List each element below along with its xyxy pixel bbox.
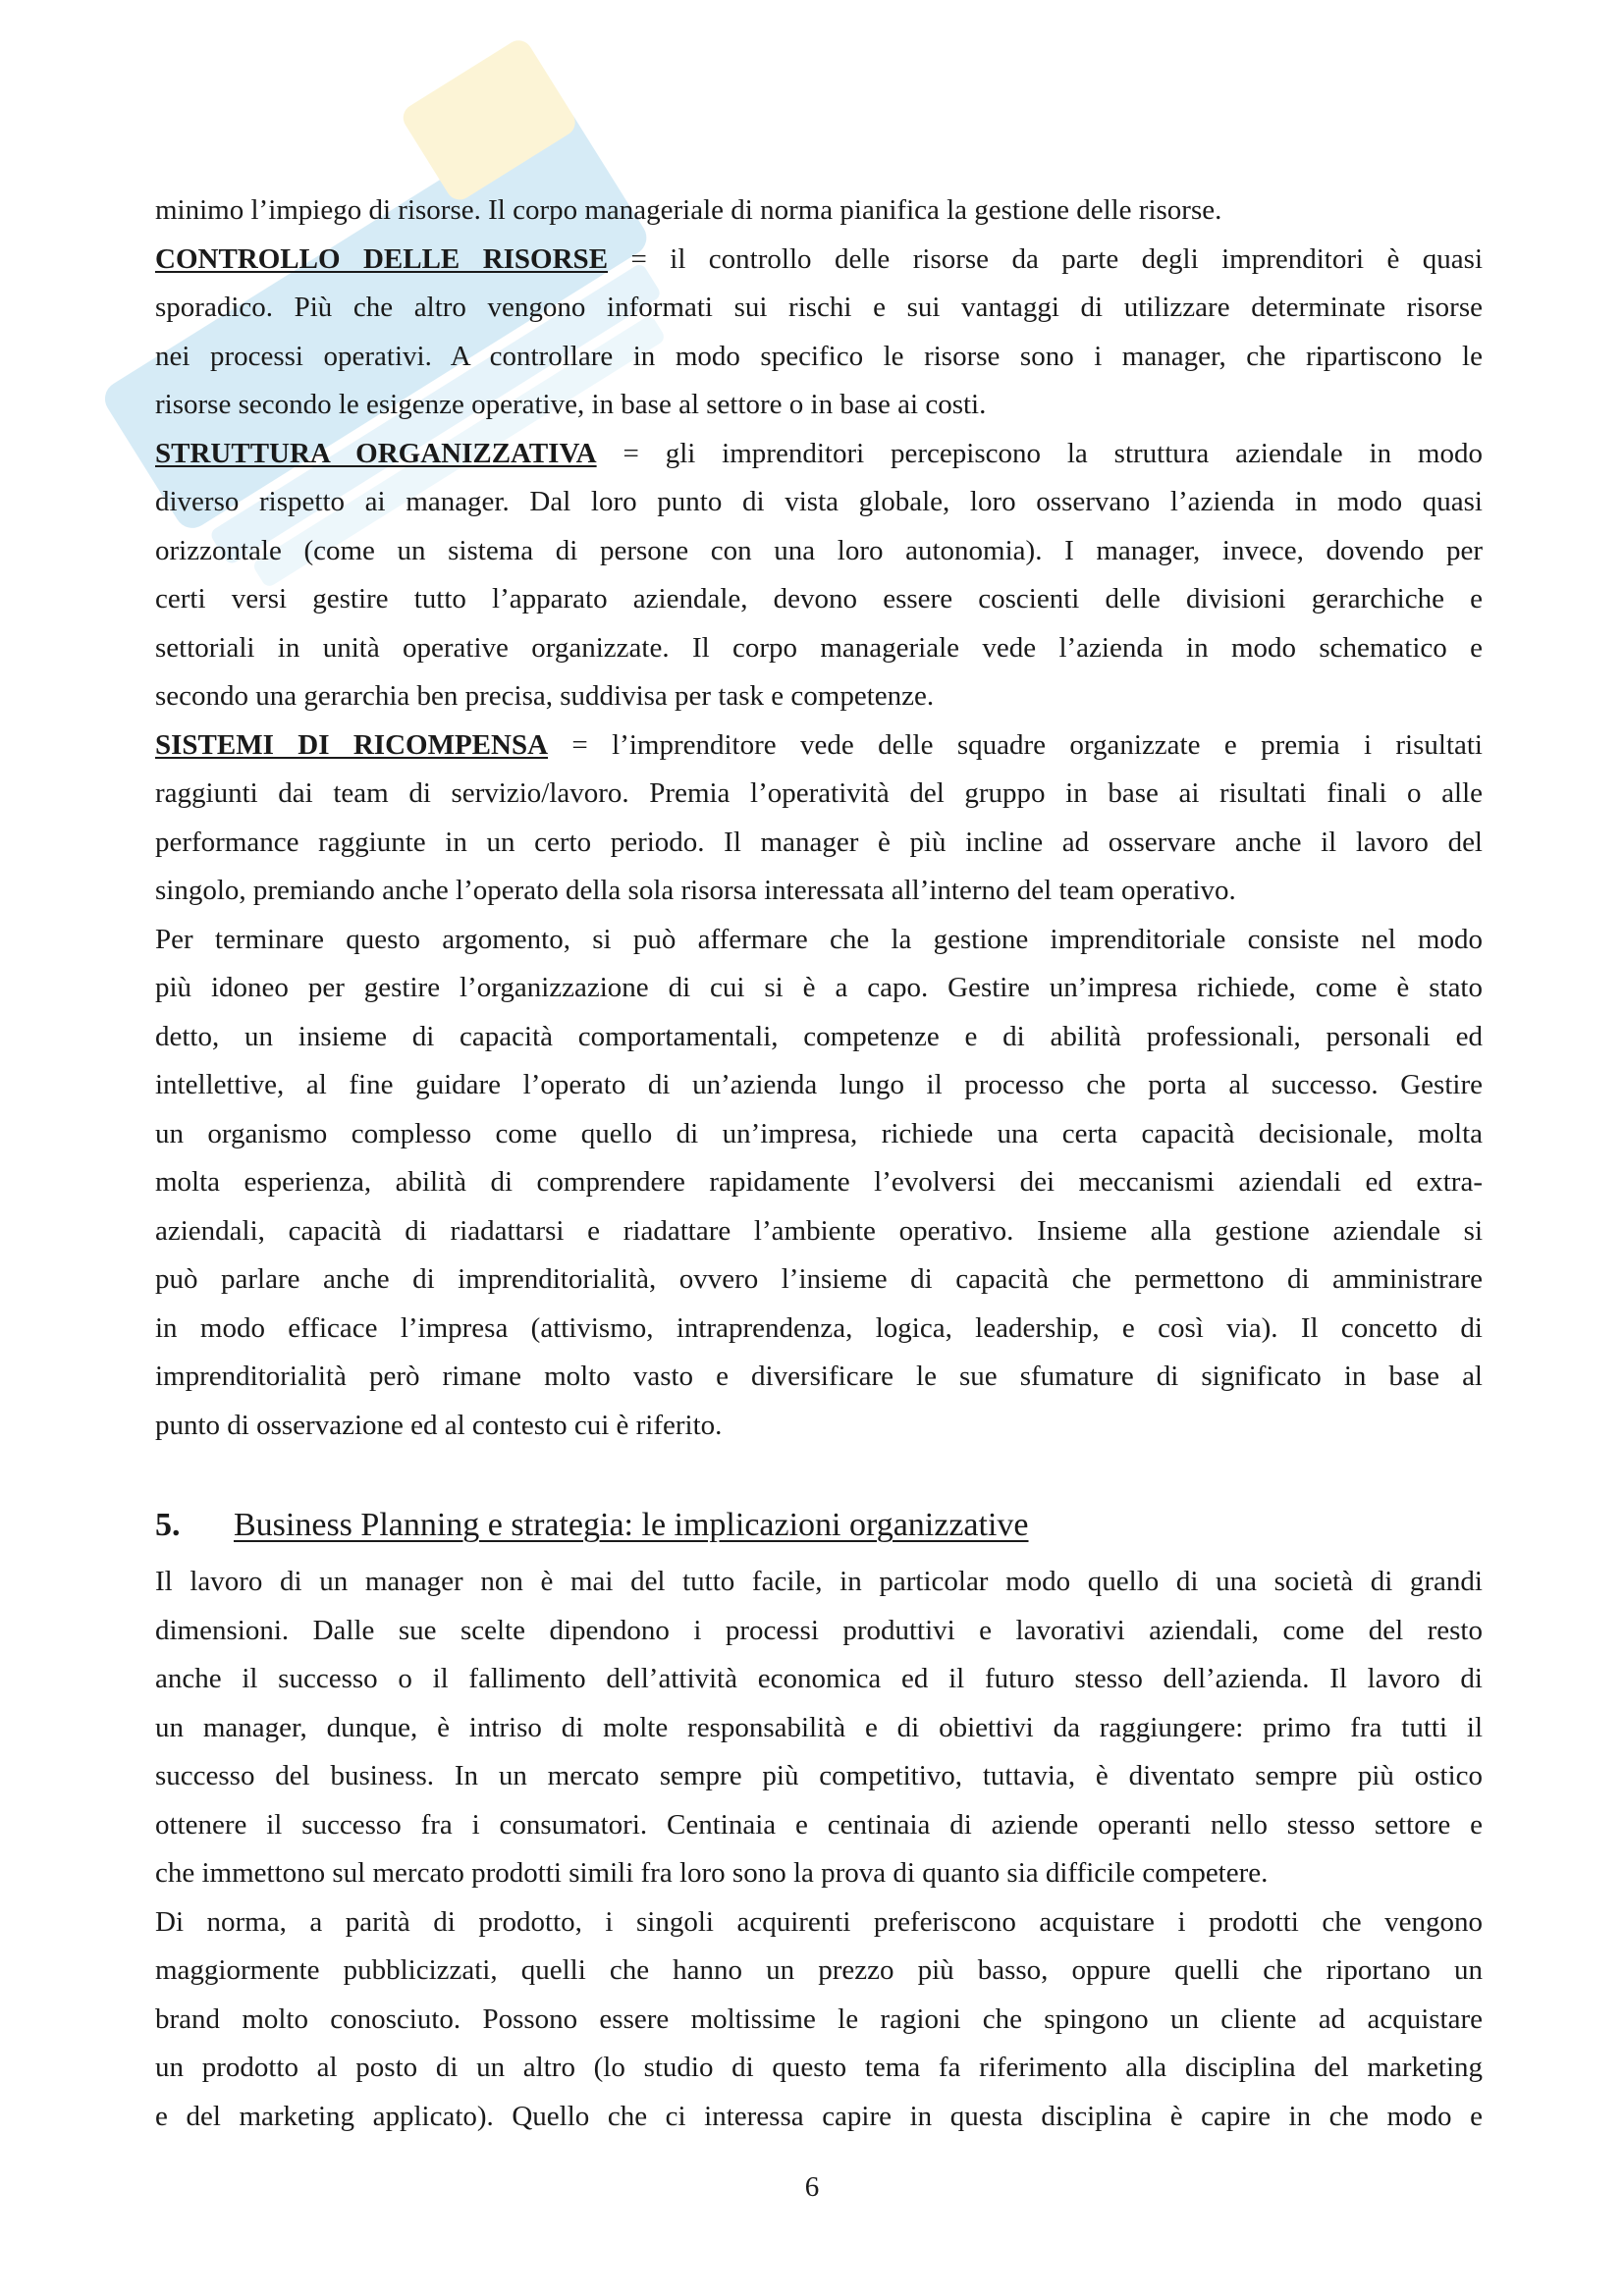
text-line [155, 2044, 1483, 2093]
line-text: = l’imprenditore vede delle squadre organizzate e premia i risultati [548, 728, 1483, 761]
text-line [155, 430, 1483, 479]
line-text: sporadico. Più che altro vengono informati sui rischi e sui vantaggi di utilizzare determinate risorse [155, 292, 1483, 323]
body-text-bottom [155, 1558, 1483, 2141]
term-label: SISTEMI DI RICOMPENSA [155, 728, 549, 761]
line-text: intellettive, al fine guidare l’operato di un’azienda lungo il processo che porta al successo. Gestire [155, 1069, 1483, 1100]
text-line [155, 1353, 1483, 1402]
section-number: 5. [155, 1507, 181, 1543]
text-line [155, 187, 1483, 236]
text-line [155, 1158, 1483, 1207]
text-line [155, 964, 1483, 1013]
section-title: Business Planning e strategia: le implicazioni organizzative [234, 1507, 1029, 1543]
line-text: imprenditorialità però rimane molto vasto e diversificare le sue sfumature di significato in base al [155, 1361, 1483, 1392]
text-line [155, 721, 1483, 771]
line-text: maggiormente pubblicizzati, quelli che hanno un prezzo più basso, oppure quelli che riportano un [155, 1954, 1483, 1986]
text-line [155, 916, 1483, 965]
text-line [155, 1061, 1483, 1110]
line-text: in modo efficace l’impresa (attivismo, intraprendenza, logica, leadership, e così via). Il concetto di [155, 1311, 1483, 1344]
line-text: anche il successo o il fallimento dell’attività economica ed il futuro stesso dell’azienda. Il lavoro di [155, 1663, 1483, 1694]
line-text: un prodotto al posto di un altro (lo studio di questo tema fa riferimento alla disciplina del marketing [155, 2052, 1483, 2083]
term-label: STRUTTURA ORGANIZZATIVA [155, 437, 597, 469]
text-line [155, 1305, 1483, 1354]
text-line [155, 2093, 1483, 2142]
line-text: brand molto conosciuto. Possono essere moltissime le ragioni che spingono un cliente ad acquistare [155, 2002, 1483, 2035]
text-line [155, 478, 1483, 527]
line-text: aziendali, capacità di riadattarsi e riadattare l’ambiente operativo. Insieme alla gestione aziendale si [155, 1214, 1483, 1247]
text-line [155, 1558, 1483, 1607]
line-text: che immettono sul mercato prodotti simili fra loro sono la prova di quanto sia difficile competere. [155, 1857, 1269, 1889]
line-text: Il lavoro di un manager non è mai del tutto facile, in particolar modo quello di una società di grandi [155, 1566, 1483, 1597]
text-line [155, 1801, 1483, 1850]
line-text: più idoneo per gestire l’organizzazione di cui si è a capo. Gestire un’impresa richiede, come è stato [155, 972, 1483, 1003]
text-line [155, 333, 1483, 382]
line-text: performance raggiunte in un certo periodo. Il manager è più incline ad osservare anche il lavoro del [155, 826, 1483, 858]
text-line [155, 1704, 1483, 1753]
text-line [155, 527, 1483, 576]
page-number: 6 [804, 2171, 820, 2203]
text-line [155, 1655, 1483, 1704]
line-text: = il controllo delle risorse da parte degli imprenditori è quasi [608, 242, 1484, 275]
line-text: un organismo complesso come quello di un’impresa, richiede una certa capacità decisionale, molta [155, 1117, 1483, 1149]
line-text: risorse secondo le esigenze operative, in base al settore o in base ai costi. [155, 389, 987, 420]
line-text: certi versi gestire tutto l’apparato aziendale, devono essere coscienti delle divisioni gerarchiche e [155, 583, 1483, 614]
text-line [155, 575, 1483, 624]
text-line [155, 236, 1483, 285]
line-text: Per terminare questo argomento, si può affermare che la gestione imprenditoriale consiste nel modo [155, 923, 1483, 955]
line-text: successo del business. In un mercato sempre più competitivo, tuttavia, è diventato sempre più ostico [155, 1760, 1483, 1791]
line-text: molta esperienza, abilità di comprendere rapidamente l’evolversi dei meccanismi aziendali ed extra- [155, 1166, 1483, 1198]
text-line [155, 1849, 1483, 1898]
term-label: CONTROLLO DELLE RISORSE [155, 242, 609, 275]
line-text: e del marketing applicato). Quello che ci interessa capire in questa disciplina è capire in che modo e [155, 2100, 1483, 2132]
text-line [155, 1013, 1483, 1062]
text-line [155, 1110, 1483, 1159]
line-text: detto, un insieme di capacità comportamentali, competenze e di abilità professionali, personali ed [155, 1020, 1483, 1052]
text-line [155, 1752, 1483, 1801]
line-text: singolo, premiando anche l’operato della sola risorsa interessata all’interno del team operativo. [155, 875, 1236, 906]
body-text-top [155, 187, 1483, 1450]
section-heading [155, 1501, 1483, 1550]
line-text: = gli imprenditori percepiscono la struttura aziendale in modo [596, 437, 1483, 469]
text-line [155, 1898, 1483, 1948]
text-line [155, 624, 1483, 673]
line-text: ottenere il successo fra i consumatori. Centinaia e centinaia di aziende operanti nello stesso settore e [155, 1808, 1483, 1841]
text-line [155, 1207, 1483, 1256]
text-line [155, 672, 1483, 721]
line-text: nei processi operativi. A controllare in modo specifico le risorse sono i manager, che ripartiscono le [155, 340, 1483, 372]
line-text: diverso rispetto ai manager. Dal loro punto di vista globale, loro osservano l’azienda in modo quasi [155, 486, 1483, 517]
line-text: settoriali in unità operative organizzate. Il corpo manageriale vede l’azienda in modo schematico e [155, 631, 1483, 664]
text-line [155, 1947, 1483, 1996]
text-line [155, 819, 1483, 868]
text-line [155, 770, 1483, 819]
text-line [155, 867, 1483, 916]
line-text: dimensioni. Dalle sue scelte dipendono i processi produttivi e lavorativi aziendali, come del resto [155, 1614, 1483, 1646]
text-line [155, 1607, 1483, 1656]
line-text: raggiunti dai team di servizio/lavoro. Premia l’operatività del gruppo in base ai risultati finali o alle [155, 777, 1483, 809]
text-line [155, 1255, 1483, 1305]
text-line [155, 381, 1483, 430]
line-text: un manager, dunque, è intriso di molte responsabilità e di obiettivi da raggiungere: primo fra tutti il [155, 1711, 1483, 1743]
line-text: orizzontale (come un sistema di persone con una loro autonomia). I manager, invece, dovendo per [155, 534, 1483, 566]
text-line [155, 284, 1483, 333]
document-page [155, 187, 1483, 2141]
text-line [155, 1402, 1483, 1451]
line-text: minimo l’impiego di risorse. Il corpo manageriale di norma pianifica la gestione delle risorse. [155, 194, 1222, 226]
line-text: punto di osservazione ed al contesto cui è riferito. [155, 1409, 723, 1441]
line-text: secondo una gerarchia ben precisa, suddivisa per task e competenze. [155, 680, 935, 712]
line-text: può parlare anche di imprenditorialità, ovvero l’insieme di capacità che permettono di amministrare [155, 1263, 1483, 1295]
text-line [155, 1996, 1483, 2045]
line-text: Di norma, a parità di prodotto, i singoli acquirenti preferiscono acquistare i prodotti che vengono [155, 1905, 1483, 1938]
